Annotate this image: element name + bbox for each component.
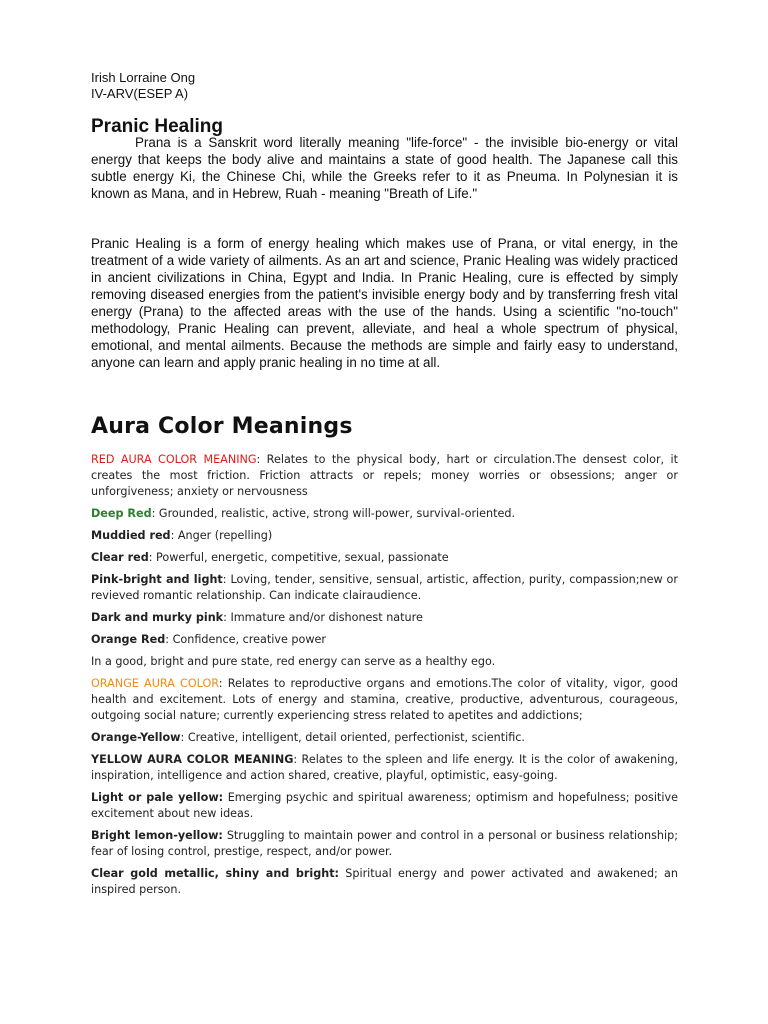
aura-term: Bright lemon-yellow: (91, 829, 223, 842)
aura-entry (91, 730, 678, 746)
aura-text: In a good, bright and pure state, red energy can serve as a healthy ego. (91, 655, 496, 668)
aura-text: Spiritual energy and power activated and awakened; an inspired person. (91, 867, 678, 896)
paragraph-prana: Prana is a Sanskrit word literally meaning "life-force" - the invisible bio-energy or vital energy that keeps the body alive and maintains a state of good health. The Japanese call this subtle energy Ki, the Chinese Chi, while the Greeks refer to it as Pneuma. In Polynesian it is known as Mana, and in Hebrew, Ruah - meaning "Breath of Life." (91, 135, 678, 201)
aura-entry (91, 676, 678, 724)
aura-term: Clear gold metallic, shiny and bright: (91, 867, 340, 880)
paragraph-pranic-healing: Pranic Healing is a form of energy healing which makes use of Prana, or vital energy, in the treatment of a wide variety of ailments. As an art and science, Pranic Healing was widely practiced in ancient civilizations in China, Egypt and India. In Pranic Healing, cure is effected by simply removing diseased energies from the patient's invisible energy body and by transferring fresh vital energy (Prana) to the affected areas with the use of the hands. Using a scientific "no-touch" methodology, Pranic Healing can prevent, alleviate, and heal a whole spectrum of physical, emotional, and mental ailments. Because the methods are simple and fairly easy to understand, anyone can learn and apply pranic healing in no time at all. (91, 236, 678, 370)
aura-entry (91, 828, 678, 860)
aura-text: : Confidence, creative power (165, 633, 326, 646)
aura-entry (91, 528, 678, 544)
section-title-aura-colors: Aura Color Meanings (91, 414, 353, 439)
aura-term: Deep Red (91, 507, 152, 520)
aura-term: Pink-bright and light (91, 573, 223, 586)
aura-entry (91, 610, 678, 626)
aura-term: Orange-Yellow (91, 731, 181, 744)
aura-text: : Powerful, energetic, competitive, sexual, passionate (148, 551, 449, 564)
section-title-pranic-healing: Pranic Healing (91, 116, 223, 137)
aura-entry (91, 572, 678, 604)
aura-text: : Creative, intelligent, detail oriented, perfectionist, scientific. (180, 731, 525, 744)
aura-entry (91, 654, 678, 670)
aura-entry (91, 506, 678, 522)
aura-term: Orange Red (91, 633, 166, 646)
aura-text: : Relates to reproductive organs and emotions.The color of vitality, vigor, good health and excitement. Lots of energy and stamina, creative, productive, adventurous, courageous, outgoing social nature; currently experiencing stress related to apetites and addictions; (91, 677, 679, 722)
aura-entry (91, 452, 678, 500)
aura-entry (91, 790, 678, 822)
aura-text: Struggling to maintain power and control in a personal or business relationship; fear of losing control, prestige, respect, and/or power. (91, 829, 678, 858)
aura-entry (91, 550, 678, 566)
aura-text: Emerging psychic and spiritual awareness; optimism and hopefulness; positive excitement about new ideas. (91, 791, 678, 820)
author-name: Irish Lorraine Ong (91, 70, 196, 85)
aura-term: Light or pale yellow: (91, 791, 224, 804)
aura-term: RED AURA COLOR MEANING (91, 453, 257, 466)
aura-text: : Grounded, realistic, active, strong will-power, survival-oriented. (151, 507, 516, 520)
aura-entry (91, 752, 678, 784)
aura-term: YELLOW AURA COLOR MEANING (91, 753, 294, 766)
aura-text: : Relates to the physical body, hart or circulation.The densest color, it creates the most friction. Friction attracts or repels; money worries or obsessions; anger or unforgiveness; anxiety or nervousness (91, 453, 678, 498)
aura-entry (91, 632, 678, 648)
aura-text: : Loving, tender, sensitive, sensual, artistic, affection, purity, compassion;new or revieved romantic relationship. Can indicate clairaudience. (91, 573, 678, 602)
aura-term: Clear red (91, 551, 149, 564)
aura-text: : Relates to the spleen and life energy. It is the color of awakening, inspiration, intelligence and action shared, creative, playful, optimistic, easy-going. (91, 753, 679, 782)
aura-term: Muddied red (91, 529, 171, 542)
aura-text: : Immature and/or dishonest nature (223, 611, 423, 624)
aura-text: : Anger (repelling) (170, 529, 273, 542)
aura-entries (91, 452, 678, 904)
aura-term: Dark and murky pink (91, 611, 224, 624)
aura-entry (91, 866, 678, 898)
author-class: IV-ARV(ESEP A) (91, 86, 189, 101)
aura-term: ORANGE AURA COLOR (91, 677, 219, 690)
